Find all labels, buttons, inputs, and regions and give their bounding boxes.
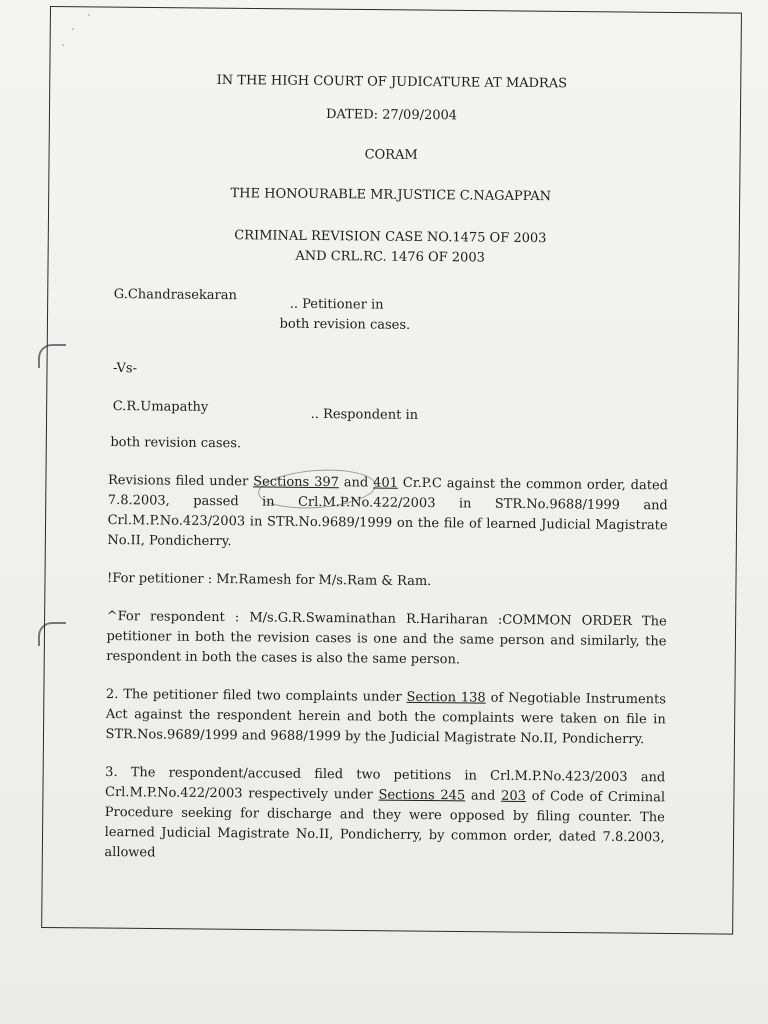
- judgment-date: DATED: 27/09/2004: [325, 107, 458, 124]
- respondent-block: [109, 397, 669, 426]
- coram-heading: CORAM: [364, 147, 418, 163]
- respondent-counsel-order: ^For respondent : M/s.G.R.Swaminathan R.Hariharan :COMMON ORDER The petitioner in both the revision cases is one and the same person and similarly, the respondent in both the cases is also the same person.: [106, 608, 667, 668]
- text-span: 2. The petitioner filed two complaints under: [105, 686, 407, 705]
- petitioner-role-cont: both revision cases.: [279, 316, 411, 333]
- statute-link-401[interactable]: 401: [373, 475, 399, 491]
- statute-link-sections-397[interactable]: Sections 397: [253, 474, 340, 491]
- text-span: Cr.P.C against the common order, dated 7.8.2003, passed in Crl.M.P.No.422/2003 in STR.No.9688/1999 and Crl.M.P.No.423/2003 in STR.No.9689/1999 on the file of learned Judicial Magistrate No.II, Pondicherry.: [107, 475, 669, 550]
- text-span: of Negotiable Instruments Act against the respondent herein and both the complaints were taken on file in STR.Nos.9689/1999 and 9688/1999 by the Judicial Magistrate No.II, Pondicherry.: [105, 690, 667, 748]
- text-span: and: [338, 475, 374, 491]
- petitioner-counsel: !For petitioner : Mr.Ramesh for M/s.Ram & Ram.: [107, 570, 432, 590]
- case-number-line1: CRIMINAL REVISION CASE NO.1475 OF 2003: [234, 228, 547, 247]
- statute-link-sections-245[interactable]: Sections 245: [378, 787, 466, 804]
- case-number-line2: AND CRL.RC. 1476 OF 2003: [295, 248, 485, 266]
- petitioner-role: .. Petitioner in: [289, 296, 384, 313]
- judgment-body: [104, 66, 672, 868]
- petitioner-block: [110, 285, 670, 333]
- paragraph-2: [105, 685, 666, 750]
- revisions-paragraph: [107, 471, 668, 556]
- paragraph-3: [104, 763, 665, 868]
- respondent-role-cont: both revision cases.: [110, 435, 242, 452]
- versus-label: -Vs-: [113, 361, 138, 377]
- court-heading: IN THE HIGH COURT OF JUDICATURE AT MADRAS: [216, 73, 568, 92]
- text-span: and: [465, 788, 502, 804]
- justice-name: THE HONOURABLE MR.JUSTICE C.NAGAPPAN: [230, 186, 552, 205]
- respondent-role: .. Respondent in: [310, 406, 419, 423]
- statute-link-203[interactable]: 203: [501, 788, 527, 805]
- respondent-name: C.R.Umapathy: [112, 399, 209, 415]
- petitioner-name: G.Chandrasekaran: [113, 287, 237, 304]
- text-span: of Code of Criminal Procedure seeking for discharge and they were opposed by filing counter. The learned Judicial Magistrate No.II, Pondicherry, by common order, dated 7.8.2003, allowed: [104, 789, 666, 861]
- statute-link-section-138[interactable]: Section 138: [406, 689, 486, 706]
- text-span: Revisions filed under: [107, 472, 254, 490]
- text-span: 3. The respondent/accused filed two petitions in Crl.M.P.No.423/2003 and Crl.M.P.No.422/2003 respectively under: [104, 764, 666, 803]
